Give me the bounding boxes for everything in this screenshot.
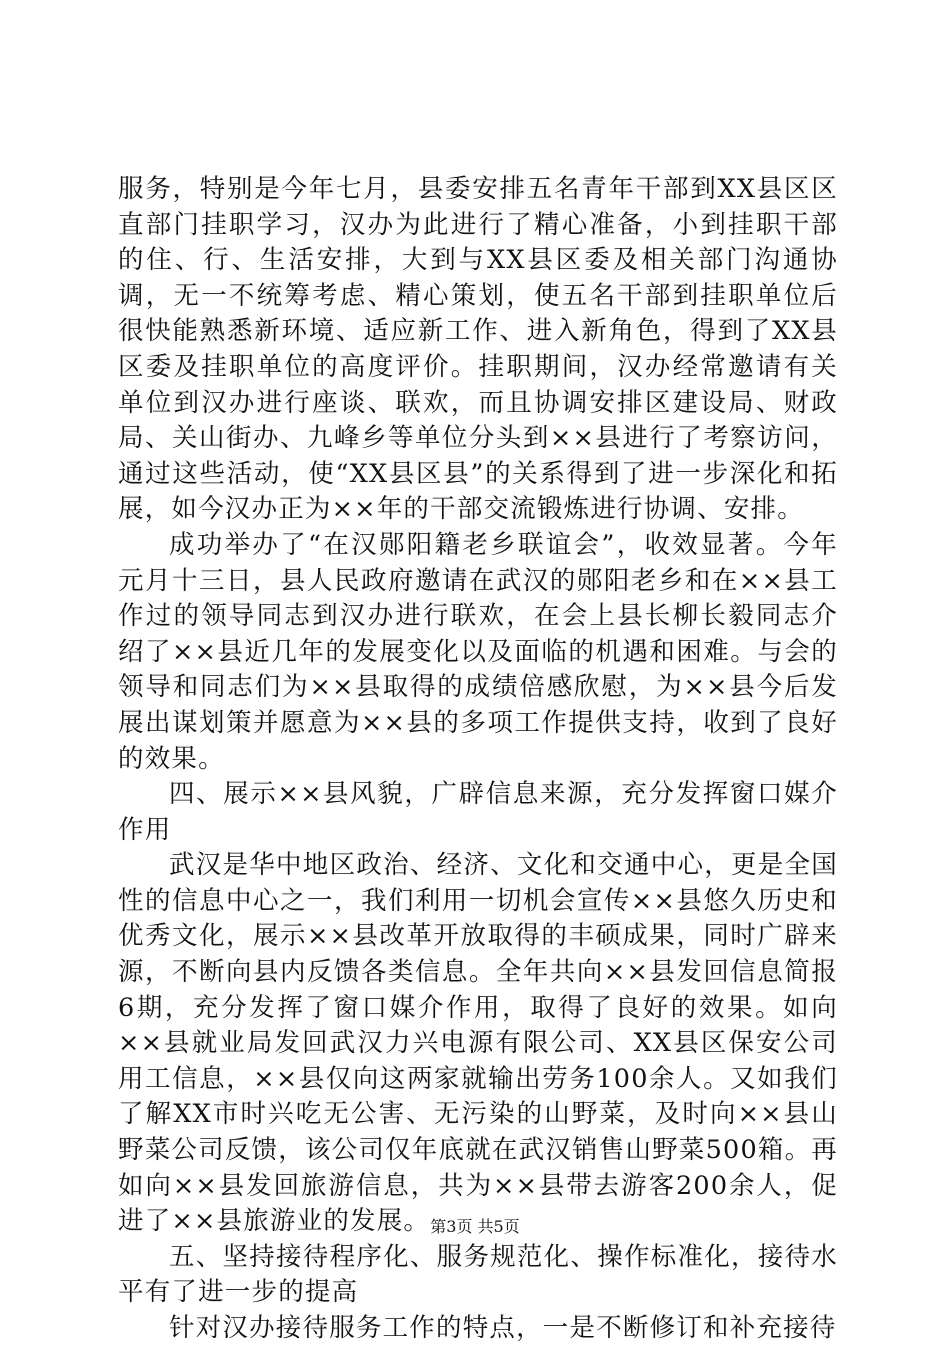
paragraph-1: 服务，特别是今年七月，县委安排五名青年干部到XX县区区直部门挂职学习，汉办为此进行了精心准备，小到挂职干部的住、行、生活安排，大到与XX县区委及相关部门沟通协调，无一不统筹考虑、精心策划，使五名干部到挂职单位后很快能熟悉新环境、适应新工作、进入新角色，得到了XX县区委及挂职单位的高度评价。挂职期间，汉办经常邀请有关单位到汉办进行座谈、联欢，而且协调安排区建设局、财政局、关山街办、九峰乡等单位分头到××县进行了考察访问，通过这些活动，使“XX县区县”的关系得到了进一步深化和拓展，如今汉办正为××年的干部交流锻炼进行协调、安排。 <box>118 174 838 525</box>
document-body <box>118 172 838 1347</box>
section-heading-4: 四、展示××县风貌，广辟信息来源，充分发挥窗口媒介作用 <box>118 779 838 845</box>
paragraph-2: 成功举办了“在汉郧阳籍老乡联谊会”，收效显著。今年元月十三日，县人民政府邀请在武汉的郧阳老乡和在××县工作过的领导同志到汉办进行联欢，在会上县长柳长毅同志介绍了××县近几年的发展变化以及面临的机遇和困难。与会的领导和同志们为××县取得的成绩倍感欣慰，为××县今后发展出谋划策并愿意为××县的多项工作提供支持，收到了良好的效果。 <box>118 529 838 774</box>
paragraph-4: 针对汉办接待服务工作的特点，一是不断修订和补充接待 <box>169 1313 837 1343</box>
page-number-footer: 第3页 共5页 <box>430 1217 520 1236</box>
section-heading-5: 五、坚持接待程序化、服务规范化、操作标准化，接待水平有了进一步的提高 <box>118 1241 838 1308</box>
paragraph-3: 武汉是华中地区政治、经济、文化和交通中心，更是全国性的信息中心之一，我们利用一切机会宣传××县悠久历史和优秀文化，展示××县改革开放取得的丰硕成果，同时广辟来源，不断向县内反馈各类信息。全年共向××县发回信息简报6期，充分发挥了窗口媒介作用，取得了良好的效果。如向××县就业局发回武汉力兴电源有限公司、XX县区保安公司用工信息，××县仅向这两家就输出劳务100余人。又如我们了解XX市时兴吃无公害、无污染的山野菜，及时向××县山野菜公司反馈，该公司仅年底就在武汉销售山野菜500箱。再如向××县发回旅游信息，共为××县带去游客200余人，促进了××县旅游业的发展。 <box>118 850 838 1237</box>
